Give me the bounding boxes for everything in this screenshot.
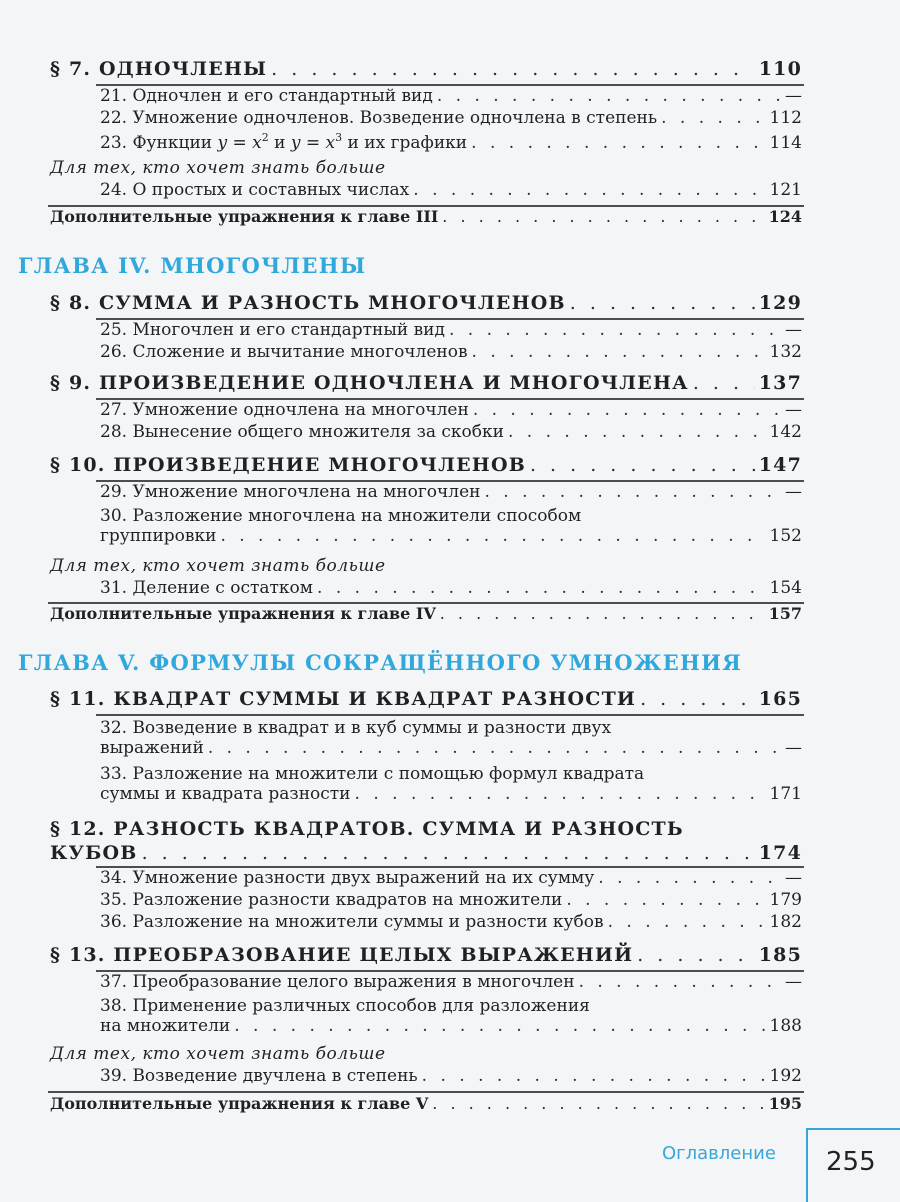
toc-item-32-line1[interactable]: 32. Возведение в квадрат и в куб суммы и разности двух — [100, 718, 612, 738]
dot-leader — [570, 294, 755, 313]
toc-title: § 13. ПРЕОБРАЗОВАНИЕ ЦЕЛЫХ ВЫРАЖЕНИЙ — [50, 944, 634, 966]
toc-section-10[interactable] — [50, 456, 802, 475]
toc-title-suffix: и их графики — [342, 133, 468, 153]
toc-page-number: 165 — [758, 688, 802, 710]
toc-page-number: 182 — [769, 912, 802, 932]
toc-page-number: — — [785, 868, 802, 888]
chapter-4-heading[interactable]: ГЛАВА IV. МНОГОЧЛЕНЫ — [18, 253, 367, 278]
toc-item-27[interactable] — [100, 402, 802, 419]
toc-title-prefix: 23. Функции — [100, 133, 218, 153]
dot-leader — [471, 135, 765, 152]
toc-page-number: — — [785, 972, 802, 992]
dot-leader — [693, 374, 755, 393]
toc-title: Дополнительные упражнения к главе V — [50, 1094, 429, 1113]
toc-item-39[interactable] — [100, 1068, 802, 1085]
dot-leader — [473, 402, 781, 419]
toc-page-number: 112 — [769, 108, 802, 128]
toc-title: 27. Умножение одночлена на многочлен — [100, 400, 469, 420]
toc-title: 24. О простых и составных числах — [100, 180, 410, 200]
toc-page-number: 132 — [769, 342, 802, 362]
dot-leader — [220, 528, 765, 545]
section-divider — [96, 714, 804, 716]
toc-item-25[interactable] — [100, 322, 802, 339]
toc-item-28[interactable] — [100, 424, 802, 441]
dot-leader — [579, 974, 781, 991]
toc-page-number: — — [785, 320, 802, 340]
toc-item-33[interactable] — [100, 786, 802, 803]
toc-title: § 7. ОДНОЧЛЕНЫ — [50, 58, 268, 80]
toc-title: 37. Преобразование целого выражения в многочлен — [100, 972, 575, 992]
toc-item-33-line1[interactable]: 33. Разложение на множители с помощью формул квадрата — [100, 764, 645, 784]
toc-title: 34. Умножение разности двух выражений на их сумму — [100, 868, 595, 888]
toc-page-number: 137 — [758, 372, 802, 394]
toc-item-24[interactable] — [100, 182, 802, 199]
toc-page-number: 188 — [769, 1016, 802, 1036]
toc-page-number: 147 — [758, 454, 802, 476]
toc-title: § 11. КВАДРАТ СУММЫ И КВАДРАТ РАЗНОСТИ — [50, 688, 637, 710]
toc-page-number: 142 — [769, 422, 802, 442]
dot-leader — [432, 1096, 764, 1112]
toc-title: 39. Возведение двучлена в степень — [100, 1066, 418, 1086]
toc-item-34[interactable] — [100, 870, 802, 887]
toc-item-26[interactable] — [100, 344, 802, 361]
toc-item-30-line1[interactable]: 30. Разложение многочлена на множители способом — [100, 506, 582, 526]
toc-title: КУБОВ — [50, 842, 138, 864]
toc-title: 29. Умножение многочлена на многочлен — [100, 482, 481, 502]
toc-page-number: — — [785, 86, 802, 106]
chapter-5-heading[interactable]: ГЛАВА V. ФОРМУЛЫ СОКРАЩЁННОГО УМНОЖЕНИЯ — [18, 650, 743, 675]
toc-page-number: 124 — [768, 207, 802, 226]
dot-leader — [271, 60, 755, 79]
toc-section-12-line1[interactable]: § 12. РАЗНОСТЬ КВАДРАТОВ. СУММА И РАЗНОСТЬ — [50, 818, 684, 840]
extra-reading-note: Для тех, кто хочет знать больше — [50, 556, 386, 576]
toc-title: § 9. ПРОИЗВЕДЕНИЕ ОДНОЧЛЕНА И МНОГОЧЛЕНА — [50, 372, 689, 394]
toc-page-number: 179 — [769, 890, 802, 910]
toc-section-8[interactable] — [50, 294, 802, 313]
toc-item-32[interactable] — [100, 740, 802, 757]
toc-title: 26. Сложение и вычитание многочленов — [100, 342, 468, 362]
toc-section-7[interactable] — [50, 60, 802, 79]
exponent: 2 — [261, 131, 269, 144]
dot-leader — [661, 110, 765, 127]
dot-leader — [142, 844, 755, 863]
toc-item-38-line1[interactable]: 38. Применение различных способов для разложения — [100, 996, 590, 1016]
toc-title: 21. Одночлен и его стандартный вид — [100, 86, 433, 106]
toc-item-36[interactable] — [100, 914, 802, 931]
dot-leader — [640, 690, 755, 709]
dot-leader — [413, 182, 765, 199]
dot-leader — [472, 344, 766, 361]
toc-page-number: 195 — [768, 1094, 802, 1113]
dot-leader — [508, 424, 766, 441]
footer-section-label: Оглавление — [662, 1143, 776, 1164]
toc-extra-exercises-4[interactable] — [50, 606, 802, 622]
toc-title: 25. Многочлен и его стандартный вид — [100, 320, 445, 340]
toc-page-number: 185 — [758, 944, 802, 966]
dot-leader — [608, 914, 766, 931]
toc-extra-exercises-5[interactable] — [50, 1096, 802, 1112]
extra-reading-note: Для тех, кто хочет знать больше — [50, 158, 386, 178]
toc-page-number: 110 — [758, 58, 802, 80]
toc-title-mid: и — [268, 133, 291, 153]
dot-leader — [530, 456, 755, 475]
toc-page-number: 157 — [768, 604, 802, 623]
toc-item-21[interactable] — [100, 88, 802, 105]
toc-title: на множители — [100, 1016, 231, 1036]
toc-page-number: 174 — [758, 842, 802, 864]
toc-page-number: 114 — [769, 133, 802, 153]
toc-page-number: — — [785, 482, 802, 502]
dot-leader — [484, 484, 781, 501]
toc-title: 36. Разложение на множители суммы и разности кубов — [100, 912, 604, 932]
toc-item-23[interactable] — [100, 132, 802, 152]
toc-item-38[interactable] — [100, 1018, 802, 1035]
formula-y-x3: y = x — [290, 133, 336, 153]
toc-title: группировки — [100, 526, 217, 546]
toc-section-9[interactable] — [50, 374, 802, 393]
toc-page-number: 171 — [769, 784, 802, 804]
toc-item-37[interactable] — [100, 974, 802, 991]
toc-section-11[interactable] — [50, 690, 802, 709]
toc-title: суммы и квадрата разности — [100, 784, 351, 804]
exponent: 3 — [335, 131, 343, 144]
toc-page-number: 154 — [769, 578, 802, 598]
toc-title: выражений — [100, 738, 204, 758]
dot-leader — [208, 740, 781, 757]
toc-page-number: 121 — [769, 180, 802, 200]
toc-title: 35. Разложение разности квадратов на множители — [100, 890, 563, 910]
toc-page-number: — — [785, 400, 802, 420]
toc-item-30[interactable] — [100, 528, 802, 545]
toc-section-13[interactable] — [50, 946, 802, 965]
toc-title: 31. Деление с остатком — [100, 578, 314, 598]
toc-title: § 10. ПРОИЗВЕДЕНИЕ МНОГОЧЛЕНОВ — [50, 454, 526, 476]
toc-title: Дополнительные упражнения к главе IV — [50, 604, 436, 623]
dot-leader — [566, 892, 765, 909]
dot-leader — [234, 1018, 765, 1035]
section-divider — [48, 1091, 804, 1093]
dot-leader — [442, 209, 764, 225]
dot-leader — [437, 88, 781, 105]
toc-item-22[interactable] — [100, 110, 802, 127]
toc-extra-exercises-3[interactable] — [50, 209, 802, 225]
toc-item-31[interactable] — [100, 580, 802, 597]
dot-leader — [422, 1068, 766, 1085]
toc-page-number: — — [785, 738, 802, 758]
toc-title: Дополнительные упражнения к главе III — [50, 207, 439, 226]
dot-leader — [598, 870, 781, 887]
page-number: 255 — [826, 1147, 876, 1177]
toc-title: 28. Вынесение общего множителя за скобки — [100, 422, 504, 442]
dot-leader — [440, 606, 765, 622]
dot-leader — [355, 786, 766, 803]
dot-leader — [637, 946, 755, 965]
toc-title: 22. Умножение одночленов. Возведение одночлена в степень — [100, 108, 658, 128]
toc-item-29[interactable] — [100, 484, 802, 501]
toc-page-number: 192 — [769, 1066, 802, 1086]
toc-title — [100, 132, 467, 152]
dot-leader — [317, 580, 766, 597]
toc-title: § 8. СУММА И РАЗНОСТЬ МНОГОЧЛЕНОВ — [50, 292, 566, 314]
toc-page-number: 129 — [758, 292, 802, 314]
toc-item-35[interactable] — [100, 892, 802, 909]
extra-reading-note: Для тех, кто хочет знать больше — [50, 1044, 386, 1064]
dot-leader — [449, 322, 781, 339]
toc-section-12[interactable] — [50, 844, 802, 863]
formula-y-x2: y = x — [217, 133, 262, 153]
toc-page-number: 152 — [769, 526, 802, 546]
